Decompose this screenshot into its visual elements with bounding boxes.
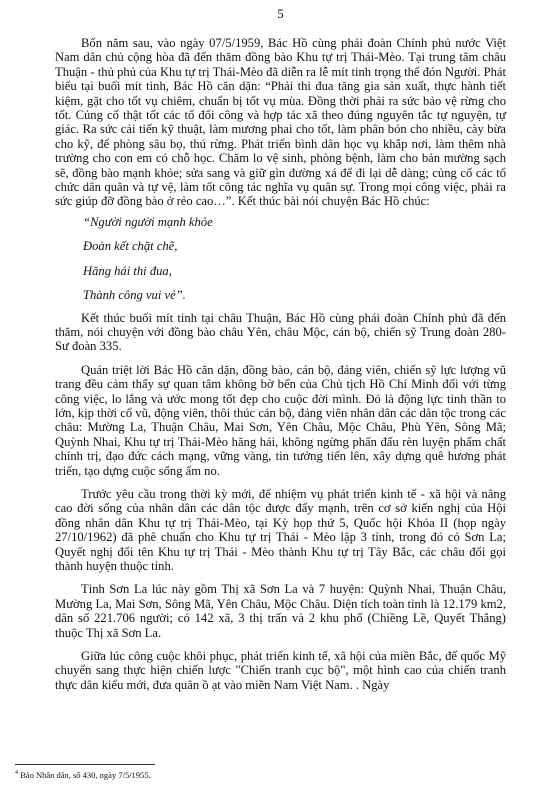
paragraph-end-of-rally: Kết thúc buổi mít tinh tại châu Thuận, Bác Hồ cùng phái đoàn Chính phủ đã đến thăm, nói chuyện với đồng bào châu Yên, châu Mộc, cán bộ, chiến sỹ Trung đoàn 280-Sư đoàn 335.	[55, 310, 506, 354]
paragraph-motivation: Quán triệt lời Bác Hồ căn dặn, đồng bào, cán bộ, đảng viên, chiến sỹ lực lượng vũ trang đều cảm thấy sự quan tâm không bờ bến của Chủ tịch Hồ Chí Minh đối với từng công việc, lo lắng và ước mong tốt đẹp cho cuộc đời mình. Đó là động lực tinh thần to lớn, kịp thời cổ vũ, động viên, thôi thúc cán bộ, đảng viên nhân dân các dân tộc trong các châu: Mường La, Thuận Châu, Mai Sơn, Yên Châu, Mộc Châu, Phù Yên, Sông Mã; Quỳnh Nhai, Khu tự trị Thái-Mèo hăng hái, không ngừng phấn đấu rèn luyện phẩm chất chính trị, đạo đức cách mạng, vững vàng, tin tưởng tiến lên, xây dựng quê hương phát triển, tạo dựng cuộc sống ấm no.	[55, 362, 506, 478]
poem-block	[55, 215, 506, 303]
footnote	[15, 768, 506, 780]
poem-line: Đoàn kết chặt chẽ,	[83, 239, 178, 254]
footnote-marker: 4	[15, 770, 18, 776]
footnote-area	[15, 764, 506, 780]
paragraph-visit-1959: Bốn năm sau, vào ngày 07/5/1959, Bác Hồ cùng phái đoàn Chính phủ nước Việt Nam dân chủ cộng hòa đã đến thăm đồng bào Khu tự trị Thái-Mèo. Tại trung tâm châu Thuận - thủ phủ của Khu tự trị Thái-Mèo đã diễn ra lễ mít tinh trọng thể đón Người. Phát biểu tại buổi mít tinh, Bác Hồ căn dặn: “Phải thi đua tăng gia sản xuất, thực hành tiết kiệm, gặt cho tốt vụ chiêm, chuẩn bị tốt vụ mùa. Đồng thời phải ra sức bảo vệ rừng cho tốt. Củng cố thật tốt các tổ đổi công và hợp tác xã theo đúng nguyên tắc tự nguyện, tự giác. Ra sức cải tiến kỹ thuật, làm mương phai cho tốt, làm phân bón cho nhiều, cày bừa cho kỹ, để phòng sâu bọ, thú rừng. Phát triển bình dân học vụ khắp nơi, làm thêm nhà trường cho con em có chỗ học. Chăm lo vệ sinh, phòng bệnh, làm cho bản mường sạch sẽ, đồng bào mạnh khỏe; sửa sang và giữ gìn đường xá để đi lại dễ dàng; củng cố các tổ chức dân quân và tự vệ, làm tốt công tác nghĩa vụ quân sự. Trong mọi công việc, phải ra sức giúp đỡ đồng bào ở rẻo cao…”. Kết thúc bài nói chuyện Bác Hồ chúc:	[55, 36, 506, 209]
poem-line: Thành công vui vẻ”.	[83, 288, 186, 303]
poem-line: Hăng hái thi đua,	[83, 263, 172, 278]
paragraph-son-la-province: Tỉnh Sơn La lúc này gồm Thị xã Sơn La và 7 huyện: Quỳnh Nhai, Thuận Châu, Mường La, Mai Sơn, Sông Mã, Yên Châu, Mộc Châu. Diện tích toàn tỉnh là 12.179 km2, dân số 221.706 người; có 142 xã, 3 thị trấn và 2 khu phố (Chiềng Lề, Quyết Thắng) thuộc Thị xã Sơn La.	[55, 582, 506, 640]
paragraph-new-provinces: Trước yêu cầu trong thời kỳ mới, để nhiệm vụ phát triển kinh tế - xã hội và nâng cao đời sống của nhân dân các dân tộc được đẩy mạnh, trên cơ sở kiến nghị của Hội đồng nhân dân Khu tự trị Thái-Mèo, tại Kỳ họp thứ 5, Quốc hội Khóa II (họp ngày 27/10/1962) đã phê chuẩn cho Khu tự trị Thái - Mèo lập 3 tỉnh, trong đó có Sơn La; Quyết nghị đổi tên Khu tự trị Thái - Mèo thành Khu tự trị Tây Bắc, các châu đổi gọi thành huyện thuộc tỉnh.	[55, 486, 506, 573]
footnote-text: Báo Nhân dân, số 430, ngày 7/5/1955.	[20, 769, 151, 780]
poem-line: “Người người mạnh khỏe	[83, 214, 213, 229]
paragraph-local-war: Giữa lúc công cuộc khôi phục, phát triển kinh tế, xã hội của miền Bắc, đế quốc Mỹ chuyển sang thực hiện chiến lược "Chiến tranh cục bộ", một hình cao của chiến tranh thực dân kiểu mới, đưa quân ồ ạt vào miền Nam Việt Nam. . Ngày	[55, 649, 506, 692]
footnote-divider	[15, 764, 155, 765]
page-number: 5	[277, 6, 284, 21]
